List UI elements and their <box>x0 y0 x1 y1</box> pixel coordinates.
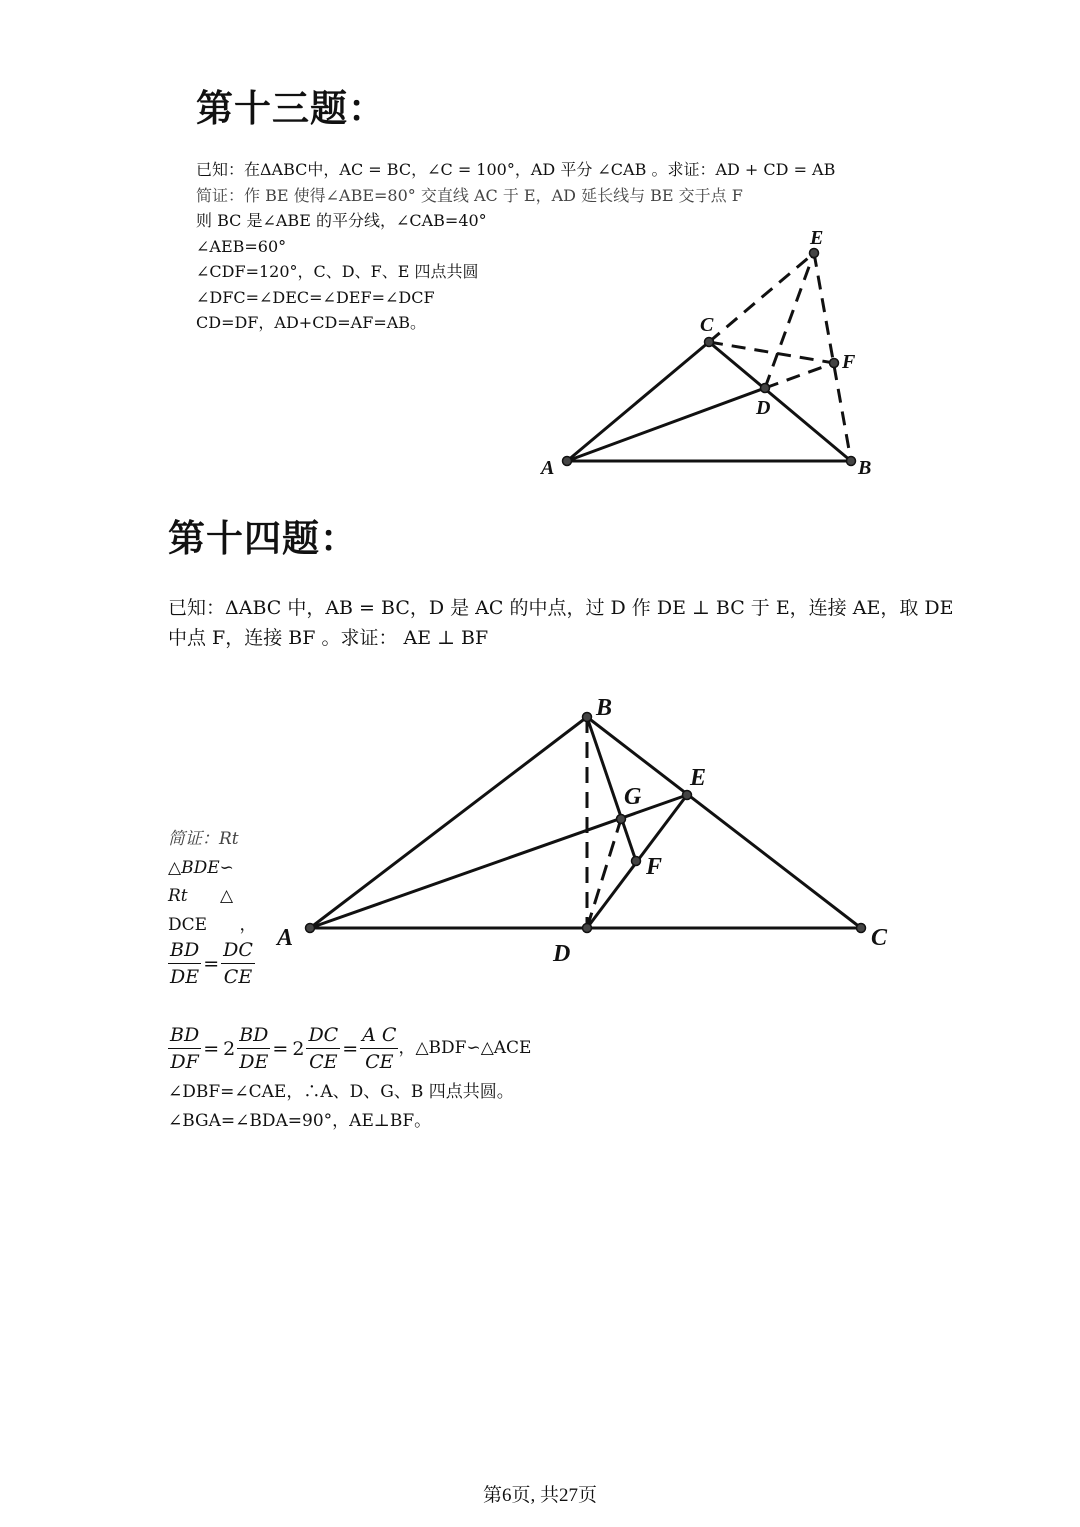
p14-proof-line: 简证：Rt <box>168 829 239 849</box>
label-a: A <box>277 925 294 951</box>
segment-ac <box>567 342 709 461</box>
point-b <box>583 713 592 722</box>
point-c <box>857 924 866 933</box>
p14-given: 已知：ΔABC 中，AB = BC，D 是 AC 的中点，过 D 作 DE ⊥ BC 于 E，连接 AE，取 DE <box>168 597 954 619</box>
problem-14-text <box>168 593 953 653</box>
p13-given: 已知：在ΔABC中，AC = BC，∠C = 100°，AD 平分 ∠CAB 。求证：AD + CD = AB <box>196 160 836 179</box>
label-d: D <box>756 397 771 419</box>
point-e <box>810 249 819 258</box>
label-e: E <box>690 765 707 791</box>
point-b <box>847 457 856 466</box>
p14-proof-head <box>168 825 278 939</box>
p13-proof-line: CD=DF，AD+CD=AF=AB。 <box>196 313 427 332</box>
fraction: $\frac{BD}{DE}$ <box>170 939 200 988</box>
label-d: D <box>553 941 571 967</box>
label-g: G <box>624 784 642 810</box>
p13-proof-line: ∠DFC=∠DEC=∠DEF=∠DCF <box>196 287 435 307</box>
p14-proof-line: DCE ， <box>168 914 257 935</box>
fraction: $\frac{BD}{DE}$ <box>239 1024 269 1073</box>
point-d <box>583 924 592 933</box>
label-c: C <box>700 314 714 336</box>
p14-proof-line: ∠DBF=∠CAE，∴A、D、G、B 四点共圆。 <box>168 1082 514 1102</box>
p14-ratio-2: $\frac{BD}{DF}$ = 2 $\frac{BD}{DE}$ = 2 $\frac{DC}{CE}$ = $\frac{\text{A C}}{CE}$ ，△BDF∽△ACE <box>170 1024 532 1073</box>
segment-dg-dashed <box>587 819 621 928</box>
label-c: C <box>871 925 888 951</box>
figure-14 <box>310 717 861 928</box>
fraction: $\frac{DC}{CE}$ <box>223 939 253 988</box>
point-g <box>617 815 626 824</box>
fraction: $\frac{DC}{CE}$ <box>308 1024 339 1073</box>
segment-ae <box>310 795 687 928</box>
problem-13-title: 第十三题： <box>196 87 386 130</box>
figure-13 <box>567 253 851 461</box>
segment-ad <box>567 388 765 461</box>
p14-proof-line: ∠BGA=∠BDA=90°，AE⊥BF。 <box>168 1111 432 1131</box>
figure-13-points <box>563 249 856 466</box>
fraction: $\frac{\text{A C}}{CE}$ <box>362 1024 397 1073</box>
point-a <box>563 457 572 466</box>
p13-proof-line: 简证：作 BE 使得∠ABE=80° 交直线 AC 于 E，AD 延长线与 BE 交于点 F <box>196 185 743 205</box>
point-c <box>705 338 714 347</box>
label-f: F <box>842 351 856 373</box>
p14-proof-tail <box>168 1078 514 1136</box>
label-b: B <box>596 695 613 721</box>
segment-bc <box>587 717 861 928</box>
p13-proof-line: ∠AEB=60° <box>196 236 287 256</box>
p14-proof-line: Rt △ <box>168 886 234 906</box>
point-f <box>830 359 839 368</box>
page-footer: 第6页, 共27页 <box>482 1485 597 1506</box>
label-e: E <box>810 227 824 249</box>
point-a <box>306 924 315 933</box>
segment-cf-dashed <box>709 342 834 363</box>
problem-14-title: 第十四题： <box>168 517 358 560</box>
label-a: A <box>541 457 555 479</box>
point-e <box>683 791 692 800</box>
p14-ratio-1: $\frac{BD}{DE}$ = $\frac{DC}{CE}$ <box>170 939 253 988</box>
point-f <box>632 857 641 866</box>
p14-given: 中点 F，连接 BF 。求证： AE ⊥ BF <box>168 627 489 649</box>
label-f: F <box>646 854 663 880</box>
p13-proof-line: ∠CDF=120°，C、D、F、E 四点共圆 <box>196 262 479 281</box>
point-d <box>761 384 770 393</box>
segment-ab <box>310 717 587 928</box>
p14-proof-line: △BDE∽ <box>168 857 234 878</box>
fraction: $\frac{BD}{DF}$ <box>170 1024 200 1073</box>
p13-proof-line: 则 BC 是∠ABE 的平分线，∠CAB=40° <box>196 211 487 230</box>
segment-df-dashed <box>765 363 834 388</box>
label-b: B <box>858 457 872 479</box>
